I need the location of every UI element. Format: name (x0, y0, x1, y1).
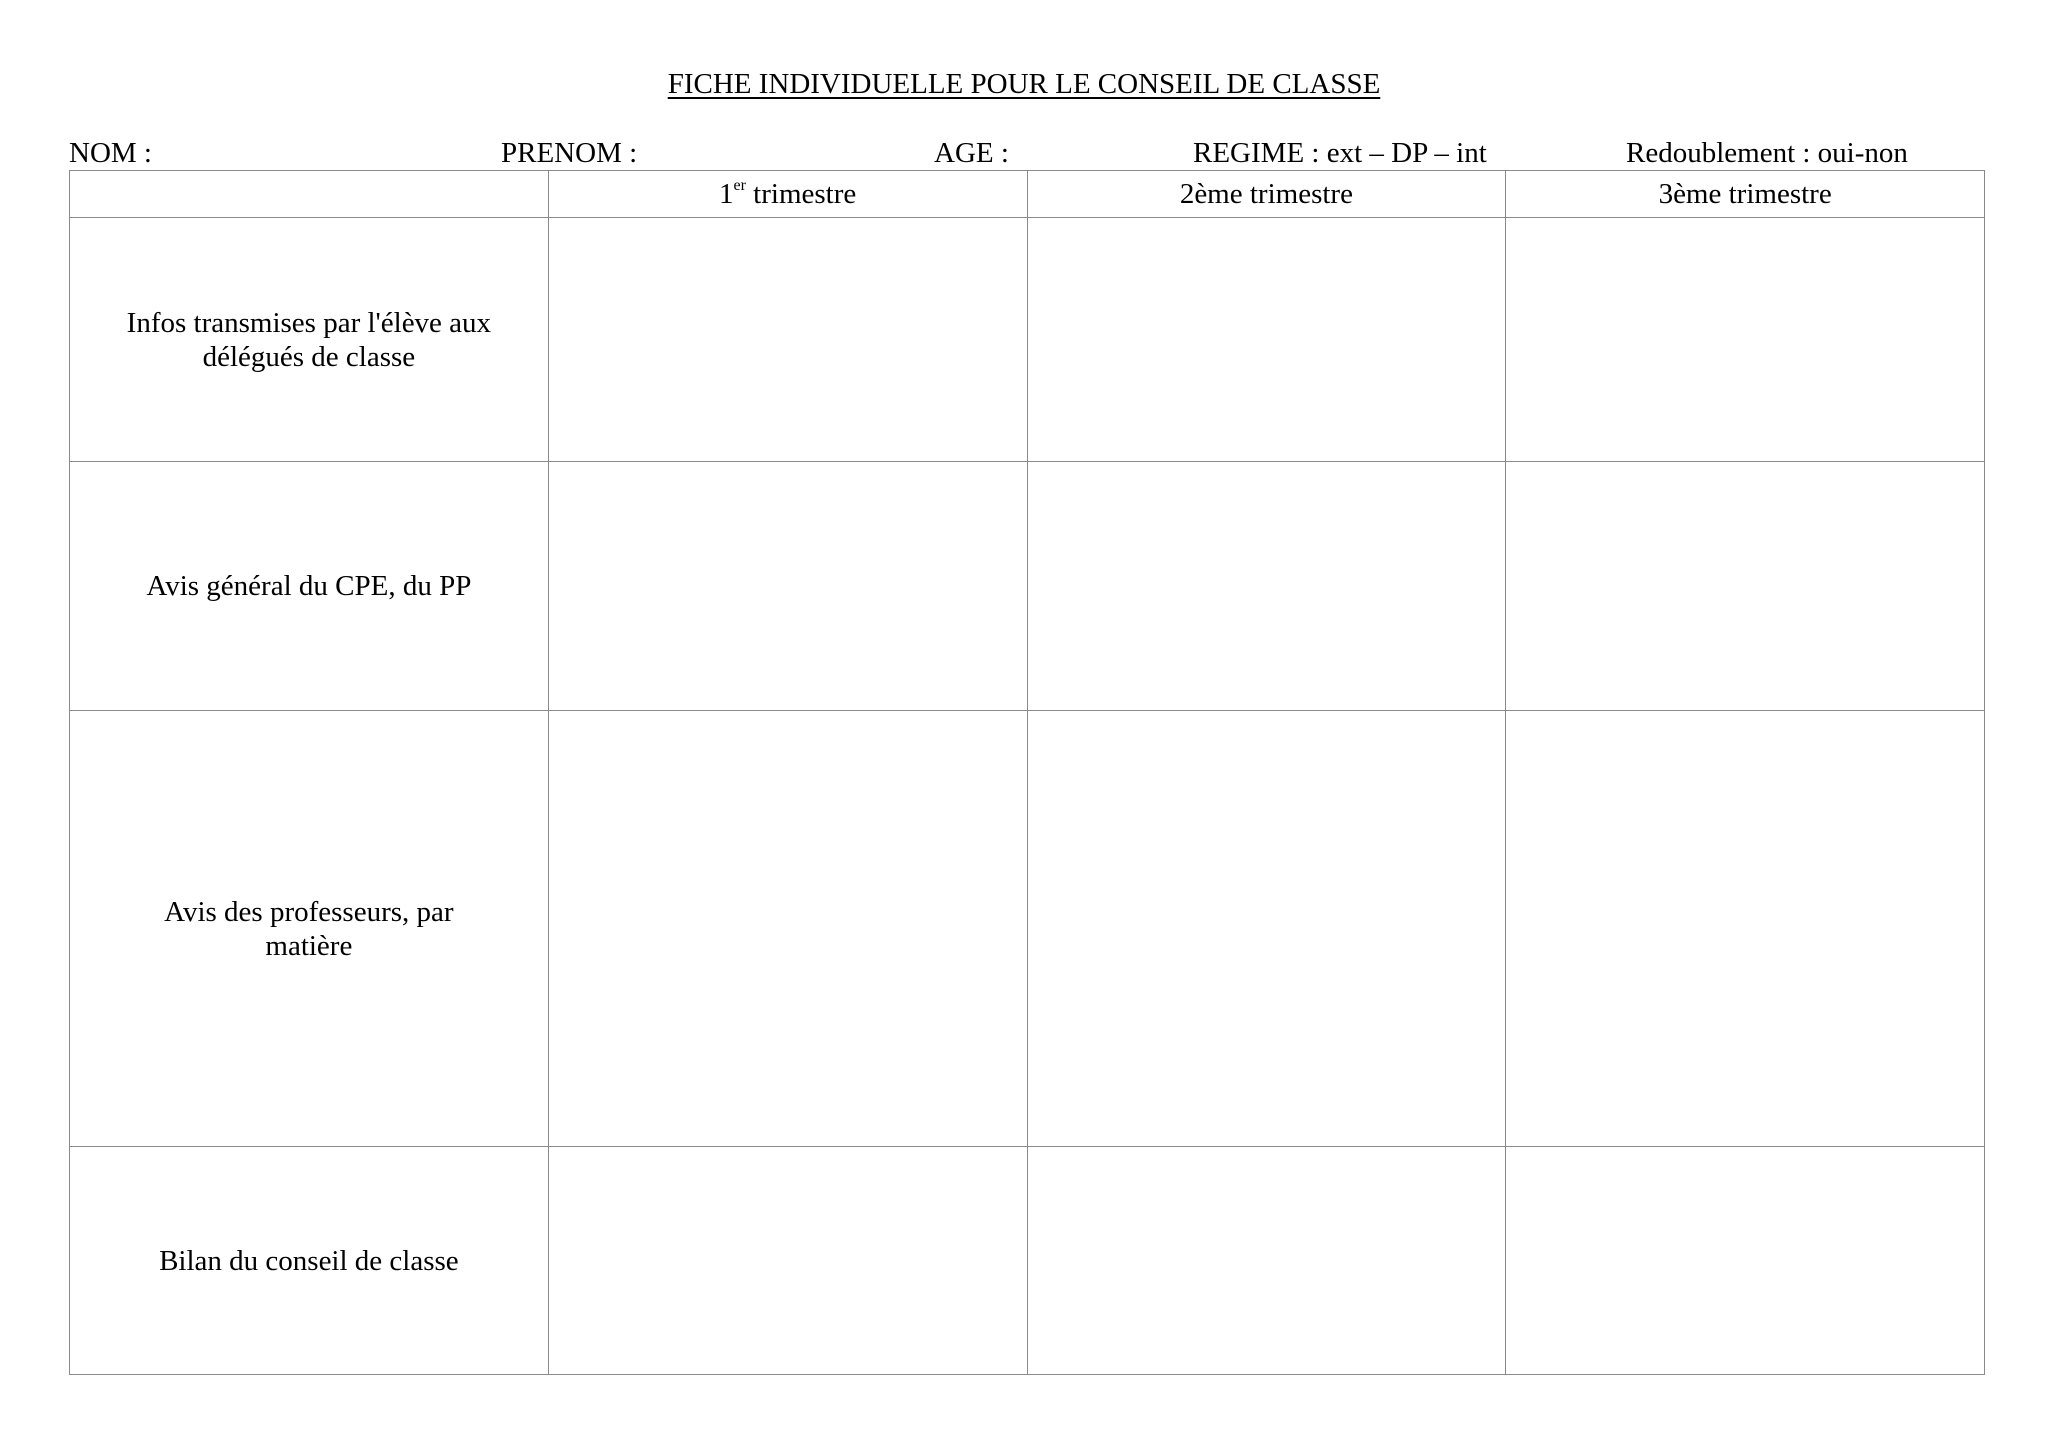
table-row (70, 462, 1985, 711)
row-label-cell (70, 1147, 549, 1375)
entry-cell-trimester-3[interactable] (1506, 462, 1985, 711)
redoublement-field-label: Redoublement : oui-non (1626, 137, 1908, 169)
trimester-1-superscript: er (733, 177, 746, 194)
trimester-1-number: 1 (718, 178, 734, 210)
entry-cell-trimester-1[interactable] (548, 1147, 1027, 1375)
entry-cell-trimester-2[interactable] (1027, 218, 1506, 462)
row-label-cell (70, 711, 549, 1147)
row-label-cell (70, 462, 549, 711)
row-label: Avis général du CPE, du PP (146, 570, 472, 602)
table-header-row (70, 171, 1985, 218)
entry-cell-trimester-1[interactable] (548, 462, 1027, 711)
entry-cell-trimester-1[interactable] (548, 218, 1027, 462)
page-title: FICHE INDIVIDUELLE POUR LE CONSEIL DE CLASSE (667, 68, 1381, 100)
entry-cell-trimester-2[interactable] (1027, 462, 1506, 711)
row-label: Infos transmises par l'élève aux délégués de classe (126, 306, 492, 373)
entry-cell-trimester-2[interactable] (1027, 711, 1506, 1147)
column-header-trimester-1 (548, 171, 1027, 218)
regime-field-label: REGIME : ext – DP – int (1193, 137, 1487, 169)
row-label: Bilan du conseil de classe (159, 1244, 459, 1277)
entry-cell-trimester-3[interactable] (1506, 1147, 1985, 1375)
table-row (70, 711, 1985, 1147)
entry-cell-trimester-3[interactable] (1506, 711, 1985, 1147)
row-label: Avis des professeurs, par matière (164, 895, 454, 962)
row-label-cell (70, 218, 549, 462)
column-header-trimester-2: 2ème trimestre (1027, 171, 1506, 218)
table-row (70, 218, 1985, 462)
class-council-table (69, 170, 1985, 1375)
prenom-field-label: PRENOM : (501, 137, 638, 169)
header-empty-cell (70, 171, 549, 218)
entry-cell-trimester-3[interactable] (1506, 218, 1985, 462)
entry-cell-trimester-1[interactable] (548, 711, 1027, 1147)
column-header-trimester-3: 3ème trimestre (1506, 171, 1985, 218)
entry-cell-trimester-2[interactable] (1027, 1147, 1506, 1375)
table-row (70, 1147, 1985, 1375)
age-field-label: AGE : (934, 137, 1009, 169)
nom-field-label: NOM : (69, 137, 152, 169)
trimester-1-text: trimestre (745, 178, 857, 210)
